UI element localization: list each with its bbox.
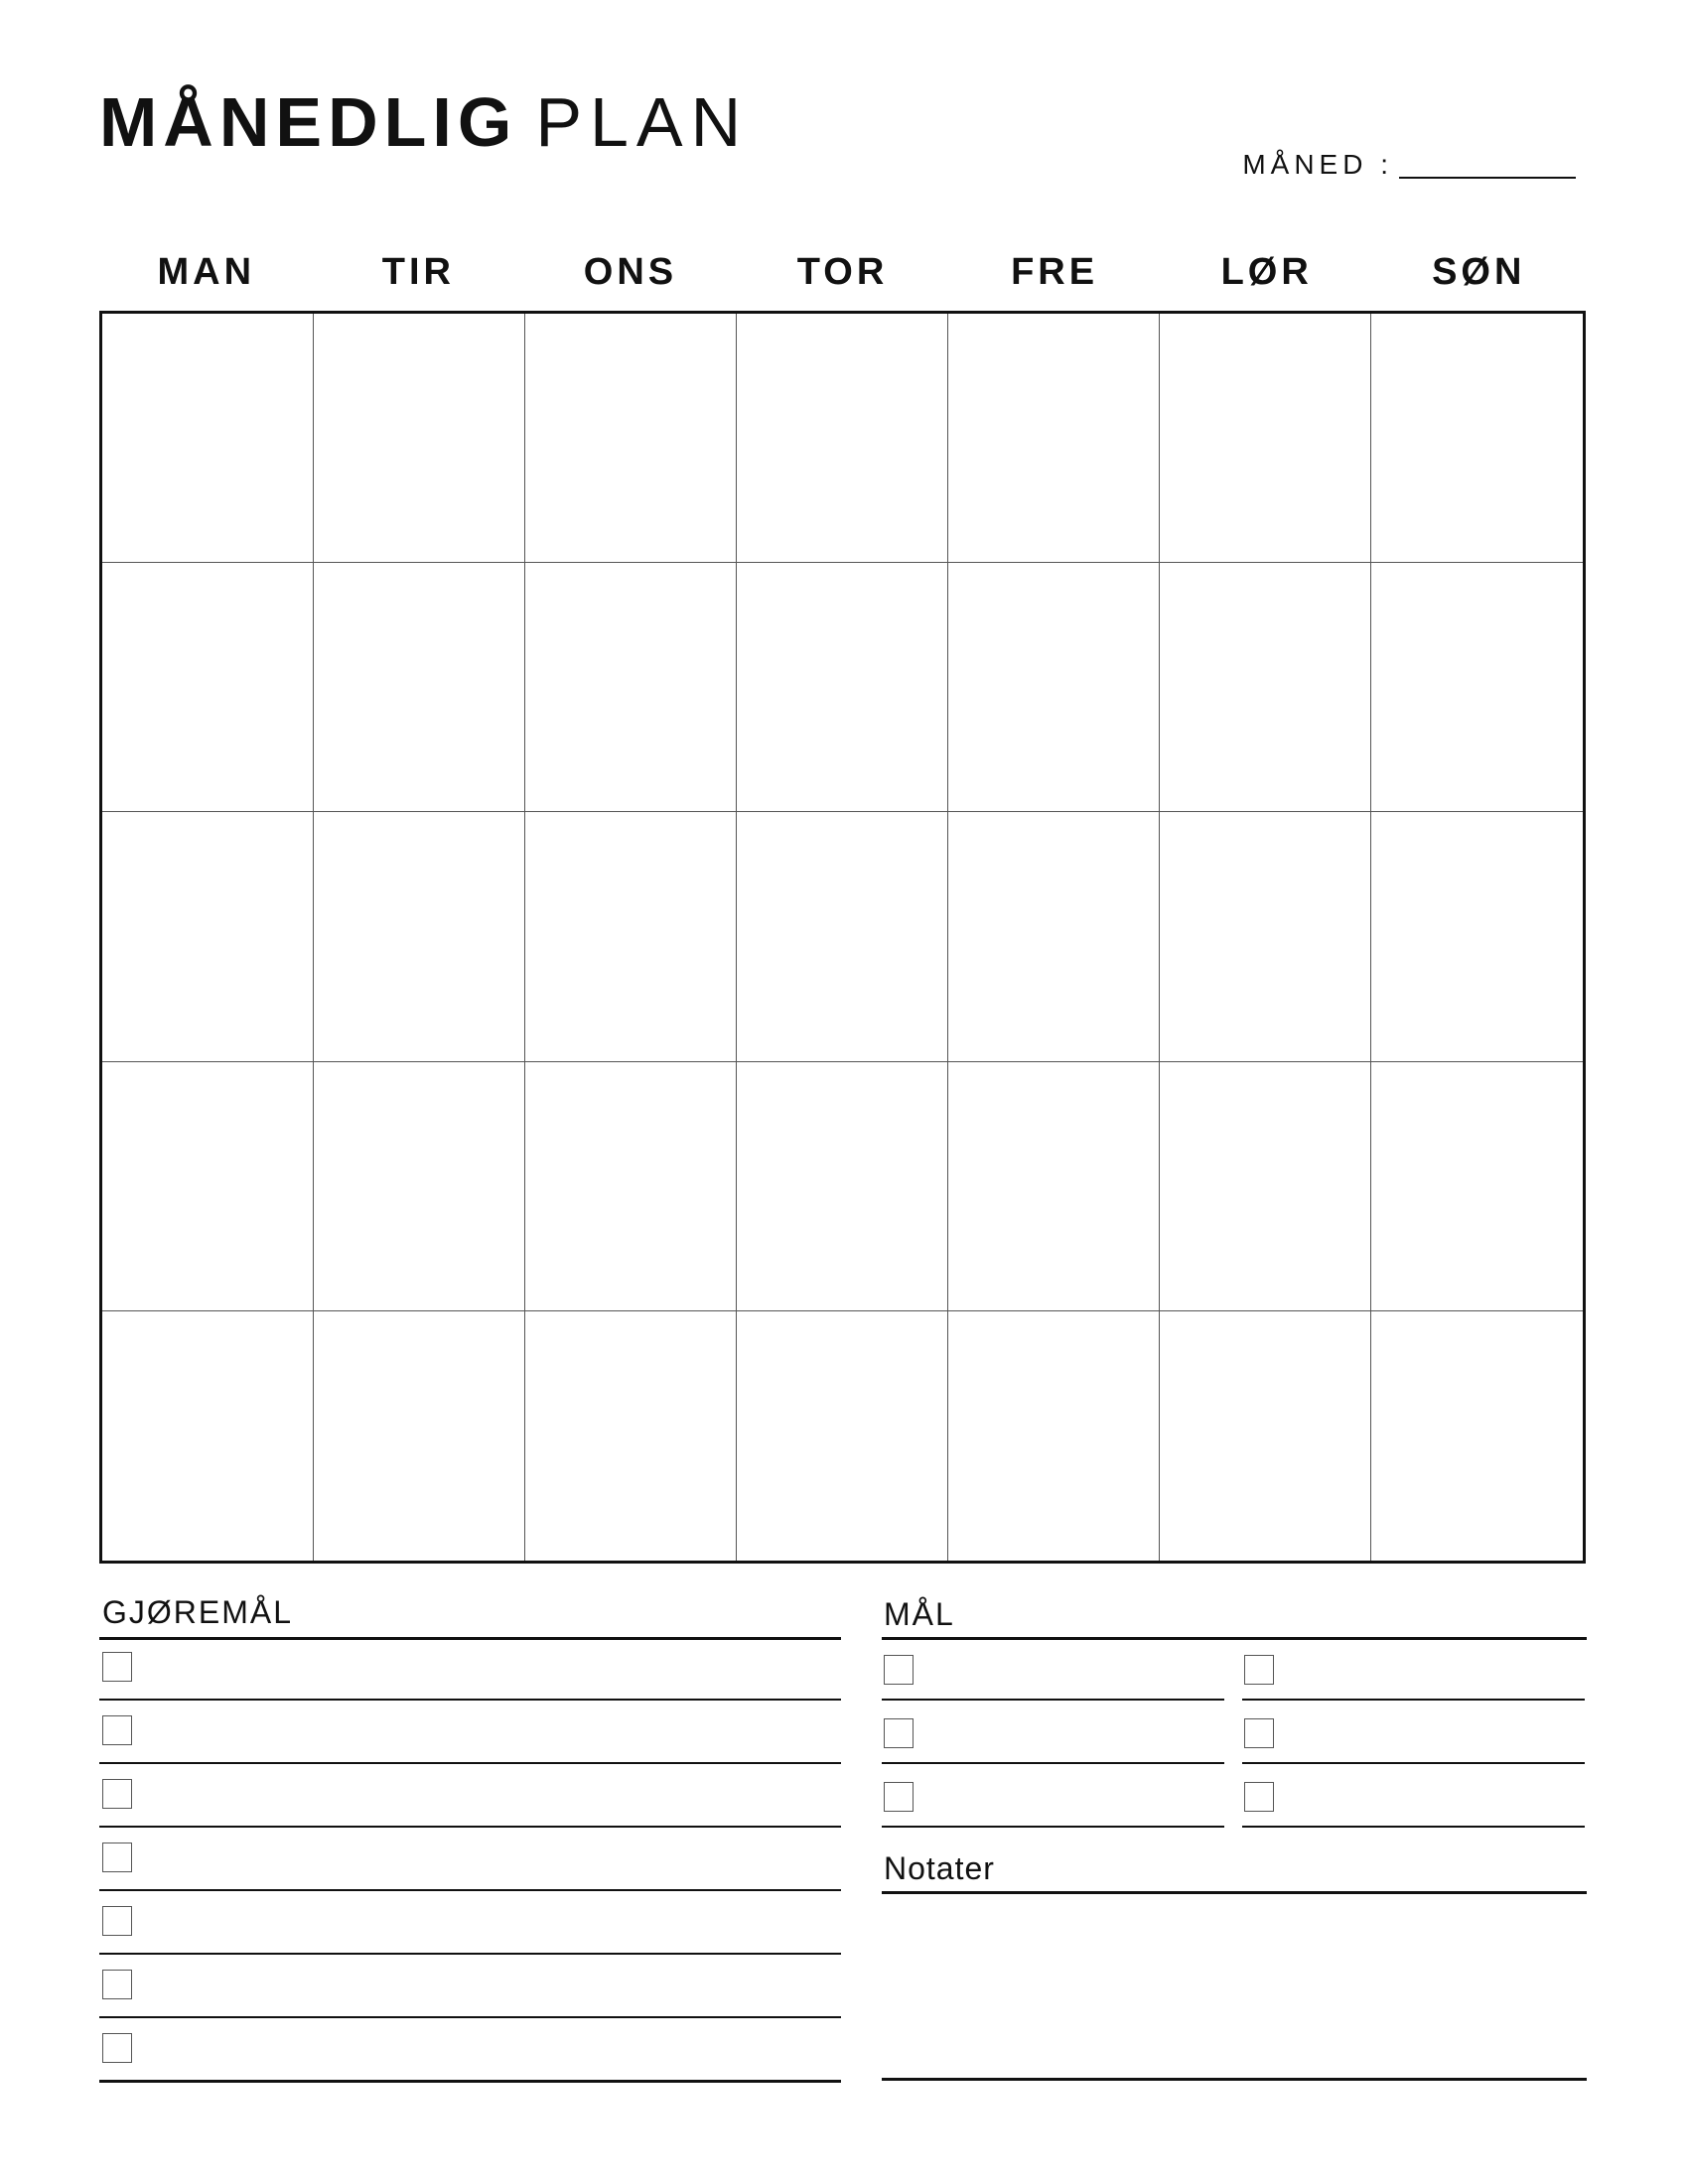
todo-checkbox[interactable] <box>102 1843 132 1872</box>
calendar-cell[interactable] <box>1371 563 1583 812</box>
calendar-cell[interactable] <box>1371 1311 1583 1561</box>
calendar-cell[interactable] <box>1371 812 1583 1061</box>
day-wed: ONS <box>583 251 678 293</box>
calendar-cell[interactable] <box>1160 314 1371 563</box>
todo-checkbox[interactable] <box>102 1906 132 1936</box>
day-fri: FRE <box>1011 251 1099 293</box>
calendar-grid <box>99 311 1586 1564</box>
goal-checkbox[interactable] <box>884 1782 914 1812</box>
goal-line <box>882 1762 1224 1764</box>
month-input-line[interactable] <box>1399 149 1576 179</box>
calendar-cell[interactable] <box>1160 1311 1371 1561</box>
goal-checkbox[interactable] <box>1244 1782 1274 1812</box>
goal-checkbox[interactable] <box>884 1655 914 1685</box>
calendar-cell[interactable] <box>1371 1062 1583 1311</box>
day-sun: SØN <box>1432 251 1526 293</box>
todo-heading-rule <box>99 1637 841 1640</box>
weekday-header <box>100 253 1585 291</box>
todo-bottom-rule <box>99 2080 841 2083</box>
calendar-cell[interactable] <box>525 314 737 563</box>
calendar-cell[interactable] <box>102 314 314 563</box>
month-field[interactable] <box>1242 149 1576 179</box>
calendar-cell[interactable] <box>948 563 1160 812</box>
goal-line <box>1242 1826 1585 1828</box>
goal-checkbox[interactable] <box>1244 1718 1274 1748</box>
todo-checkbox[interactable] <box>102 2033 132 2063</box>
calendar-cell[interactable] <box>737 812 948 1061</box>
todo-line <box>99 1889 841 1891</box>
notes-heading-rule <box>882 1891 1587 1894</box>
title-light: PLAN <box>535 83 750 161</box>
page-title <box>99 83 750 161</box>
calendar-cell[interactable] <box>948 1311 1160 1561</box>
notes-heading: Notater <box>884 1850 995 1886</box>
goal-line <box>1242 1699 1585 1701</box>
calendar-cell[interactable] <box>314 1062 525 1311</box>
day-tue: TIR <box>381 251 455 293</box>
calendar-cell[interactable] <box>1160 1062 1371 1311</box>
calendar-cell[interactable] <box>102 1062 314 1311</box>
goal-checkbox[interactable] <box>1244 1655 1274 1685</box>
calendar-cell[interactable] <box>737 1311 948 1561</box>
calendar-cell[interactable] <box>102 812 314 1061</box>
calendar-cell[interactable] <box>737 314 948 563</box>
goal-line <box>882 1826 1224 1828</box>
calendar-cell[interactable] <box>1160 812 1371 1061</box>
goal-checkbox[interactable] <box>884 1718 914 1748</box>
month-label: MÅNED : <box>1242 149 1393 180</box>
calendar-cell[interactable] <box>525 812 737 1061</box>
todo-checkbox[interactable] <box>102 1715 132 1745</box>
calendar-cell[interactable] <box>737 1062 948 1311</box>
notes-area[interactable] <box>882 1896 1587 2075</box>
todo-line <box>99 1953 841 1955</box>
todo-checkbox[interactable] <box>102 1779 132 1809</box>
calendar-cell[interactable] <box>314 1311 525 1561</box>
todo-line <box>99 2016 841 2018</box>
todo-line <box>99 1762 841 1764</box>
day-thu: TOR <box>796 251 889 293</box>
goal-line <box>882 1699 1224 1701</box>
calendar-cell[interactable] <box>314 314 525 563</box>
calendar-cell[interactable] <box>737 563 948 812</box>
calendar-cell[interactable] <box>525 1062 737 1311</box>
calendar-cell[interactable] <box>948 1062 1160 1311</box>
day-sat: LØR <box>1220 251 1313 293</box>
todo-checkbox[interactable] <box>102 1652 132 1682</box>
calendar-cell[interactable] <box>948 314 1160 563</box>
todo-checkbox[interactable] <box>102 1970 132 1999</box>
goal-line <box>1242 1762 1585 1764</box>
calendar-cell[interactable] <box>102 563 314 812</box>
calendar-cell[interactable] <box>1160 563 1371 812</box>
calendar-cell[interactable] <box>1371 314 1583 563</box>
calendar-cell[interactable] <box>314 563 525 812</box>
todo-line <box>99 1826 841 1828</box>
notes-bottom-rule <box>882 2078 1587 2081</box>
calendar-cell[interactable] <box>948 812 1160 1061</box>
calendar-cell[interactable] <box>102 1311 314 1561</box>
goals-heading-rule <box>882 1637 1587 1640</box>
todo-heading: GJØREMÅL <box>102 1594 294 1630</box>
calendar-cell[interactable] <box>314 812 525 1061</box>
goals-heading: MÅL <box>884 1596 955 1632</box>
title-bold: MÅNEDLIG <box>99 83 518 161</box>
calendar-cell[interactable] <box>525 1311 737 1561</box>
day-mon: MAN <box>157 251 256 293</box>
calendar-cell[interactable] <box>525 563 737 812</box>
todo-line <box>99 1699 841 1701</box>
